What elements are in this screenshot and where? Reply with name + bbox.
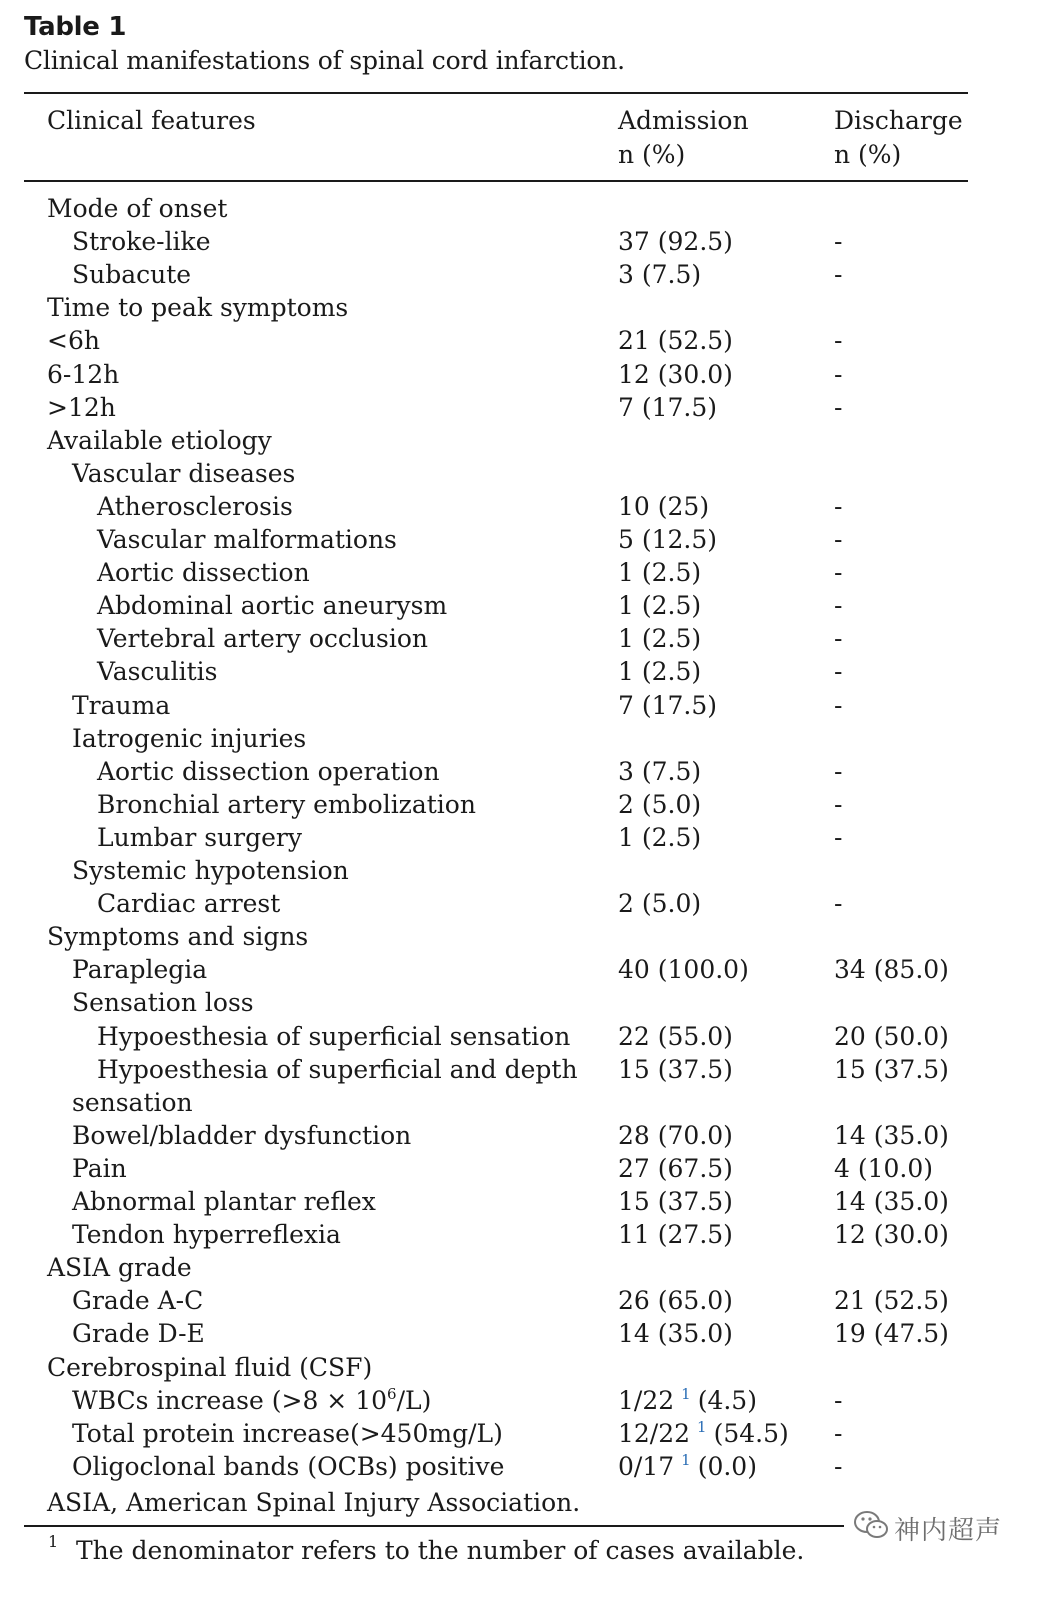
footnote-rule <box>24 1525 844 1527</box>
case-count: 0/17 <box>618 1451 675 1481</box>
table-row <box>0 953 1064 986</box>
table-label: Table 1 <box>24 12 127 42</box>
row-label: Iatrogenic injuries <box>72 723 307 753</box>
top-rule <box>24 92 968 94</box>
discharge-value: - <box>834 525 843 554</box>
row-label: Subacute <box>72 260 192 290</box>
row-label: Lumbar surgery <box>97 822 302 852</box>
discharge-value: - <box>834 624 843 654</box>
table-row <box>0 556 1064 589</box>
row-label <box>72 1417 503 1450</box>
table-row <box>0 1086 1064 1119</box>
table-row <box>0 589 1064 622</box>
admission-value: 7 (17.5) <box>618 392 718 422</box>
row-label: Grade D-E <box>72 1319 205 1349</box>
admission-value: 3 (7.5) <box>618 756 702 786</box>
discharge-value: - <box>834 491 843 521</box>
admission-value: 26 (65.0) <box>618 1286 733 1316</box>
discharge-value: - <box>834 227 843 257</box>
table-row <box>0 622 1064 655</box>
row-label-suffix: /L) <box>396 1385 432 1415</box>
table-row <box>0 1351 1064 1384</box>
footnote-marker: 1 <box>48 1532 59 1551</box>
admission-value: 12 (30.0) <box>618 359 733 389</box>
exponent: 6 <box>387 1384 397 1403</box>
row-label: Hypoesthesia of superficial and depth <box>97 1054 578 1084</box>
wechat-icon <box>852 1508 892 1544</box>
table-row <box>0 490 1064 523</box>
row-label: Abdominal aortic aneurysm <box>97 591 448 621</box>
row-label: Grade A-C <box>72 1286 204 1316</box>
header-discharge: Discharge <box>834 106 963 135</box>
admission-value: 1 (2.5) <box>618 591 702 621</box>
admission-value: 22 (55.0) <box>618 1021 733 1051</box>
admission-value <box>618 1417 789 1450</box>
table-row <box>0 920 1064 953</box>
admission-value: 10 (25) <box>618 491 710 521</box>
percentage: (4.5) <box>697 1385 757 1415</box>
table-row <box>0 1384 1064 1417</box>
table-row <box>0 457 1064 490</box>
table-row <box>0 225 1064 258</box>
admission-value: 5 (12.5) <box>618 525 718 554</box>
watermark <box>852 1508 1002 1550</box>
table-row <box>0 986 1064 1019</box>
row-label-text: Total protein increase(>450mg/L) <box>72 1418 503 1448</box>
row-label: Paraplegia <box>72 955 208 985</box>
table-row <box>0 324 1064 357</box>
row-label: Stroke-like <box>72 227 211 257</box>
table-row <box>0 391 1064 424</box>
discharge-value: - <box>834 591 843 621</box>
header-rule <box>24 180 968 182</box>
discharge-value: - <box>834 690 843 720</box>
table-row <box>0 689 1064 722</box>
admission-value: 1 (2.5) <box>618 624 702 654</box>
discharge-value: - <box>834 558 843 588</box>
header-admission-unit: n (%) <box>618 140 686 169</box>
footnote-link[interactable]: 1 <box>697 1417 707 1436</box>
header-discharge-unit: n (%) <box>834 140 902 169</box>
row-label: Bowel/bladder dysfunction <box>72 1120 412 1150</box>
row-label: 6-12h <box>47 359 120 389</box>
admission-value: 21 (52.5) <box>618 326 733 356</box>
row-label: Vascular diseases <box>72 458 296 488</box>
discharge-value: - <box>834 789 843 819</box>
discharge-value: - <box>834 1418 843 1448</box>
discharge-value: - <box>834 822 843 852</box>
row-label: Cardiac arrest <box>97 889 281 919</box>
row-label: Sensation loss <box>72 988 254 1018</box>
admission-value: 28 (70.0) <box>618 1120 733 1150</box>
row-label: Hypoesthesia of superficial sensation <box>97 1021 571 1051</box>
discharge-value: - <box>834 756 843 786</box>
admission-value: 3 (7.5) <box>618 260 702 290</box>
row-label: Systemic hypotension <box>72 856 349 885</box>
discharge-value: 14 (35.0) <box>834 1187 949 1216</box>
table-row <box>0 1053 1064 1086</box>
table-row <box>0 1251 1064 1284</box>
admission-value: 2 (5.0) <box>618 889 702 919</box>
table-row <box>0 1218 1064 1251</box>
table-row <box>0 755 1064 788</box>
table-row <box>0 291 1064 324</box>
admission-value: 27 (67.5) <box>618 1153 733 1183</box>
table-row <box>0 1185 1064 1218</box>
table-row <box>0 1119 1064 1152</box>
row-label: Vertebral artery occlusion <box>97 624 428 654</box>
admission-value: 2 (5.0) <box>618 789 702 819</box>
discharge-value: 15 (37.5) <box>834 1054 949 1084</box>
row-label: sensation <box>72 1087 193 1117</box>
footnote-link[interactable]: 1 <box>681 1384 691 1403</box>
row-label: Bronchial artery embolization <box>97 789 476 819</box>
discharge-value: 4 (10.0) <box>834 1153 934 1183</box>
discharge-value: 21 (52.5) <box>834 1286 949 1316</box>
table-row <box>0 1450 1064 1483</box>
table-row <box>0 192 1064 225</box>
header-features: Clinical features <box>47 106 256 135</box>
discharge-value: - <box>834 1451 843 1481</box>
discharge-value: - <box>834 392 843 422</box>
footnote-text: The denominator refers to the number of cases available. <box>76 1536 805 1565</box>
row-label: Symptoms and signs <box>47 922 309 952</box>
table-row <box>0 821 1064 854</box>
row-label: Available etiology <box>47 425 272 455</box>
admission-value: 14 (35.0) <box>618 1319 733 1349</box>
row-label: Aortic dissection operation <box>97 756 440 786</box>
table-caption: Clinical manifestations of spinal cord infarction. <box>24 46 625 75</box>
discharge-value: 12 (30.0) <box>834 1220 949 1250</box>
row-label: Vasculitis <box>97 657 218 687</box>
table-row <box>0 1152 1064 1185</box>
row-label-text: WBCs increase (>8 × 10 <box>72 1385 388 1415</box>
row-label: Tendon hyperreflexia <box>72 1220 341 1250</box>
discharge-value: 19 (47.5) <box>834 1319 949 1349</box>
discharge-value: 14 (35.0) <box>834 1120 949 1150</box>
percentage: (0.0) <box>697 1451 757 1481</box>
admission-value: 1 (2.5) <box>618 822 702 852</box>
admission-value <box>618 1450 757 1483</box>
watermark-text: 神内超声 <box>894 1516 1003 1546</box>
table-row <box>0 887 1064 920</box>
percentage: (54.5) <box>713 1418 789 1448</box>
discharge-value: 34 (85.0) <box>834 955 949 985</box>
table-row <box>0 722 1064 755</box>
row-label: ASIA grade <box>47 1253 192 1283</box>
row-label <box>72 1384 431 1417</box>
row-label: Abnormal plantar reflex <box>72 1187 376 1216</box>
discharge-value: 20 (50.0) <box>834 1021 949 1051</box>
table-row <box>0 655 1064 688</box>
case-count: 1/22 <box>618 1385 675 1415</box>
header-admission: Admission <box>618 106 749 135</box>
admission-value: 1 (2.5) <box>618 558 702 588</box>
table-row <box>0 523 1064 556</box>
table-row <box>0 258 1064 291</box>
table-row <box>0 424 1064 457</box>
table-row <box>0 1284 1064 1317</box>
row-label: <6h <box>47 326 100 356</box>
table-row <box>0 1417 1064 1450</box>
row-label: Aortic dissection <box>97 558 310 588</box>
row-label: Vascular malformations <box>97 525 397 554</box>
admission-value: 37 (92.5) <box>618 227 733 257</box>
admission-value: 15 (37.5) <box>618 1187 733 1216</box>
admission-value: 7 (17.5) <box>618 690 718 720</box>
discharge-value: - <box>834 326 843 356</box>
discharge-value: - <box>834 889 843 919</box>
row-label: Trauma <box>72 690 171 720</box>
row-label: Pain <box>72 1153 127 1183</box>
row-label: Cerebrospinal fluid (CSF) <box>47 1352 373 1382</box>
discharge-value: - <box>834 1385 843 1415</box>
footnote-link[interactable]: 1 <box>681 1450 691 1469</box>
row-label: Atherosclerosis <box>97 491 293 521</box>
row-label: Mode of onset <box>47 194 228 223</box>
abbreviation-note: ASIA, American Spinal Injury Association. <box>47 1488 581 1517</box>
table-row <box>0 358 1064 391</box>
table-row <box>0 854 1064 887</box>
admission-value <box>618 1384 757 1417</box>
discharge-value: - <box>834 260 843 290</box>
row-label-text: Oligoclonal bands (OCBs) positive <box>72 1451 505 1481</box>
admission-value: 11 (27.5) <box>618 1220 733 1250</box>
row-label: >12h <box>47 392 116 422</box>
discharge-value: - <box>834 657 843 687</box>
admission-value: 15 (37.5) <box>618 1054 733 1084</box>
admission-value: 40 (100.0) <box>618 955 749 985</box>
row-label <box>72 1450 504 1483</box>
row-label: Time to peak symptoms <box>47 293 349 323</box>
case-count: 12/22 <box>618 1418 691 1448</box>
discharge-value: - <box>834 359 843 389</box>
table-row <box>0 1317 1064 1350</box>
table-row <box>0 788 1064 821</box>
admission-value: 1 (2.5) <box>618 657 702 687</box>
table-row <box>0 1020 1064 1053</box>
